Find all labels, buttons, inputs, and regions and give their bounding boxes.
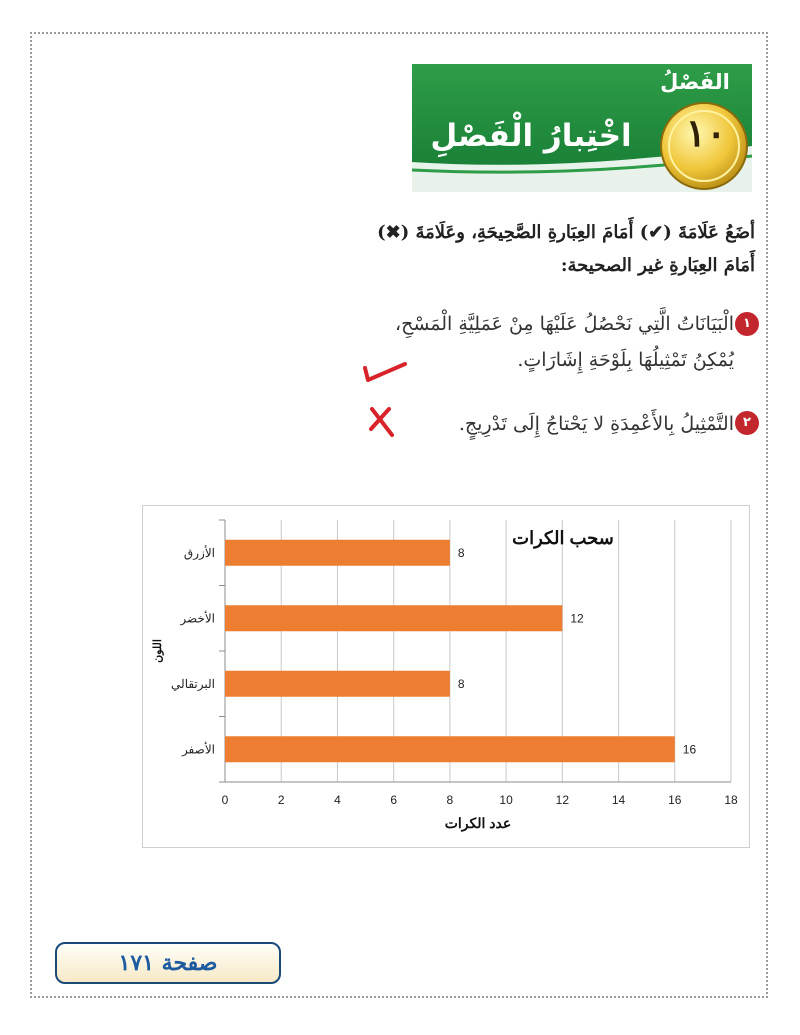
bar — [225, 540, 450, 566]
category-label: الأخضر — [180, 611, 215, 626]
x-tick-label: 18 — [724, 793, 738, 807]
bar-value-label: 8 — [457, 545, 465, 560]
x-tick-label: 16 — [668, 793, 682, 807]
x-tick-label: 0 — [221, 793, 229, 807]
bar-chart — [143, 506, 749, 847]
bar — [225, 736, 675, 762]
instructions-text: أضَعُ عَلَامَةَ (✔) أَمَامَ العِبَارةِ الصَّحِيحَةِ، وعَلَامَةَ (✖) أَمَامَ العِبَارةِ غير الصحيحة: — [377, 222, 755, 276]
question-number-badge: ١ — [735, 312, 759, 336]
y-axis-title: اللون — [152, 639, 164, 663]
chapter-title: اخْتِبارُ الْفَصْلِ — [430, 118, 632, 154]
chart-title: سحب الكرات — [512, 528, 614, 548]
chapter-banner — [412, 64, 752, 192]
page-number: صفحة ١٧١ — [118, 950, 218, 976]
chapter-number: ١٠ — [685, 110, 727, 155]
bar-value-label: 12 — [570, 611, 584, 626]
question-2-text: التَّمْثِيلُ بِالأَعْمِدَةِ لا يَحْتاجُ إِلَى تَدْرِيجٍ. — [458, 413, 734, 435]
page-number-box — [55, 942, 281, 984]
x-tick-label: 12 — [555, 793, 570, 807]
chart-frame — [142, 505, 750, 848]
bar-value-label: 16 — [682, 742, 697, 757]
handwritten-check-icon — [362, 356, 408, 384]
x-tick-label: 2 — [277, 793, 285, 807]
bar-value-label: 8 — [457, 676, 465, 691]
x-tick-label: 14 — [611, 793, 626, 807]
category-label: الأزرق — [183, 545, 215, 560]
bar — [225, 671, 450, 697]
bar — [225, 605, 562, 631]
handwritten-x-icon — [367, 405, 397, 439]
x-tick-label: 10 — [499, 793, 513, 807]
x-tick-label: 4 — [334, 793, 341, 807]
category-label: الأصفر — [181, 742, 215, 757]
x-tick-label: 6 — [390, 793, 398, 807]
category-label: البرتقالي — [171, 676, 215, 691]
x-tick-label: 8 — [446, 793, 454, 807]
question-number-badge: ٢ — [735, 411, 759, 435]
question-1-text: الْبَيَانَاتُ الَّتِي نَحْصُلُ عَلَيْهَا مِنْ عَمَلِيَّةِ الْمَسْحِ، يُمْكِنُ تَمْثِيلُهَا بِلَوْحَةِ إِشَارَاتٍ. — [394, 313, 734, 371]
chapter-label: الفَصْلُ — [660, 70, 730, 94]
x-axis-title: عدد الكرات — [444, 815, 512, 831]
